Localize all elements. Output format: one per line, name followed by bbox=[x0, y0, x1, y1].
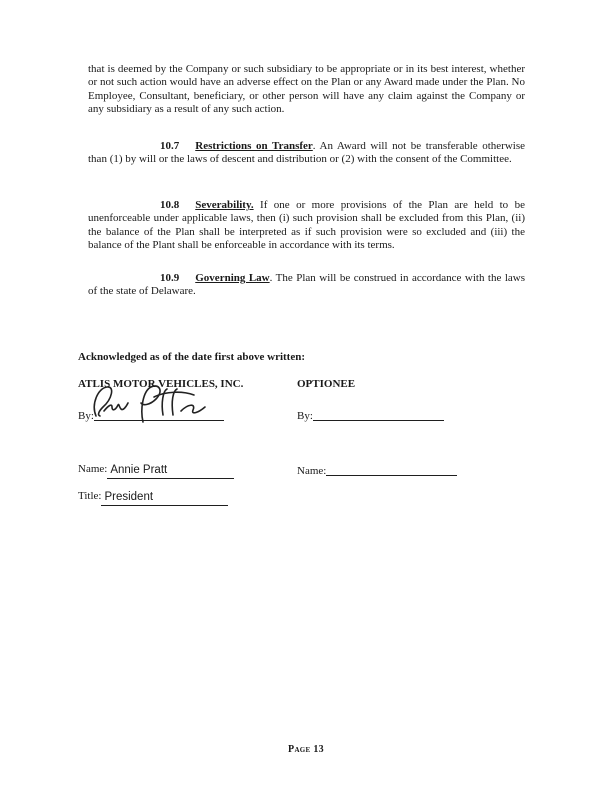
section-number: 10.9 bbox=[160, 272, 180, 284]
name-row bbox=[0, 462, 612, 482]
section-number: 10.8 bbox=[160, 199, 180, 211]
name-label-company: Name: bbox=[78, 463, 108, 475]
acknowledgment-line: Acknowledged as of the date first above written: bbox=[78, 351, 305, 363]
by-label-company: By: bbox=[78, 410, 94, 422]
by-row bbox=[0, 407, 612, 427]
signature-line-company bbox=[94, 407, 224, 421]
name-line-optionee bbox=[326, 462, 457, 476]
section-text: . The Plan will be construed in accordance with the laws of the state of Delaware. bbox=[88, 272, 525, 298]
section-10-7 bbox=[88, 140, 525, 167]
signature-line-optionee bbox=[313, 407, 444, 421]
name-label-optionee: Name: bbox=[297, 465, 327, 477]
page-number: Page 13 bbox=[288, 744, 324, 755]
parties-row bbox=[0, 377, 612, 397]
by-label-optionee: By: bbox=[297, 410, 313, 422]
acknowledgment-row bbox=[0, 350, 612, 370]
section-heading: Severability. bbox=[195, 199, 254, 211]
optionee-heading: OPTIONEE bbox=[297, 378, 356, 390]
title-row bbox=[0, 489, 612, 509]
name-value-company: Annie Pratt bbox=[110, 464, 168, 476]
company-name: ATLIS MOTOR VEHICLES, INC. bbox=[78, 378, 244, 390]
name-line-company bbox=[107, 464, 234, 479]
section-number: 10.7 bbox=[160, 140, 180, 152]
section-text: If one or more provisions of the Plan are held to be unenforceable under applicable laws, then (i) such provision shall be excluded from this Plan, (ii) the balance of the Plan shall be interpreted as if such provision were so excluded and (iii) the balance of the Plant shall be enforceable in accordance with its terms. bbox=[88, 199, 525, 252]
paragraph-continuation: that is deemed by the Company or such subsidiary to be appropriate or in its best interest, whether or not such action would have an adverse effect on the Plan or any Award made under the Plan. No Employee, Consultant, beneficiary, or other person will have any claim against the Company or any subsidiary as a result of any such action. bbox=[88, 63, 525, 116]
title-block-company bbox=[78, 489, 228, 506]
name-block-company bbox=[78, 462, 234, 479]
by-block-company bbox=[78, 407, 224, 423]
title-label-company: Title: bbox=[78, 490, 102, 502]
section-10-9 bbox=[88, 272, 525, 299]
title-line-company bbox=[101, 491, 228, 506]
section-text: . An Award will not be transferable otherwise than (1) by will or the laws of descent and distribution or (2) with the consent of the Committee. bbox=[88, 140, 525, 166]
section-heading: Restrictions on Transfer bbox=[195, 140, 313, 152]
section-heading: Governing Law bbox=[195, 272, 270, 284]
section-10-8 bbox=[88, 199, 525, 253]
by-block-optionee bbox=[297, 407, 444, 423]
title-value-company: President bbox=[104, 491, 154, 503]
name-block-optionee bbox=[297, 462, 457, 478]
